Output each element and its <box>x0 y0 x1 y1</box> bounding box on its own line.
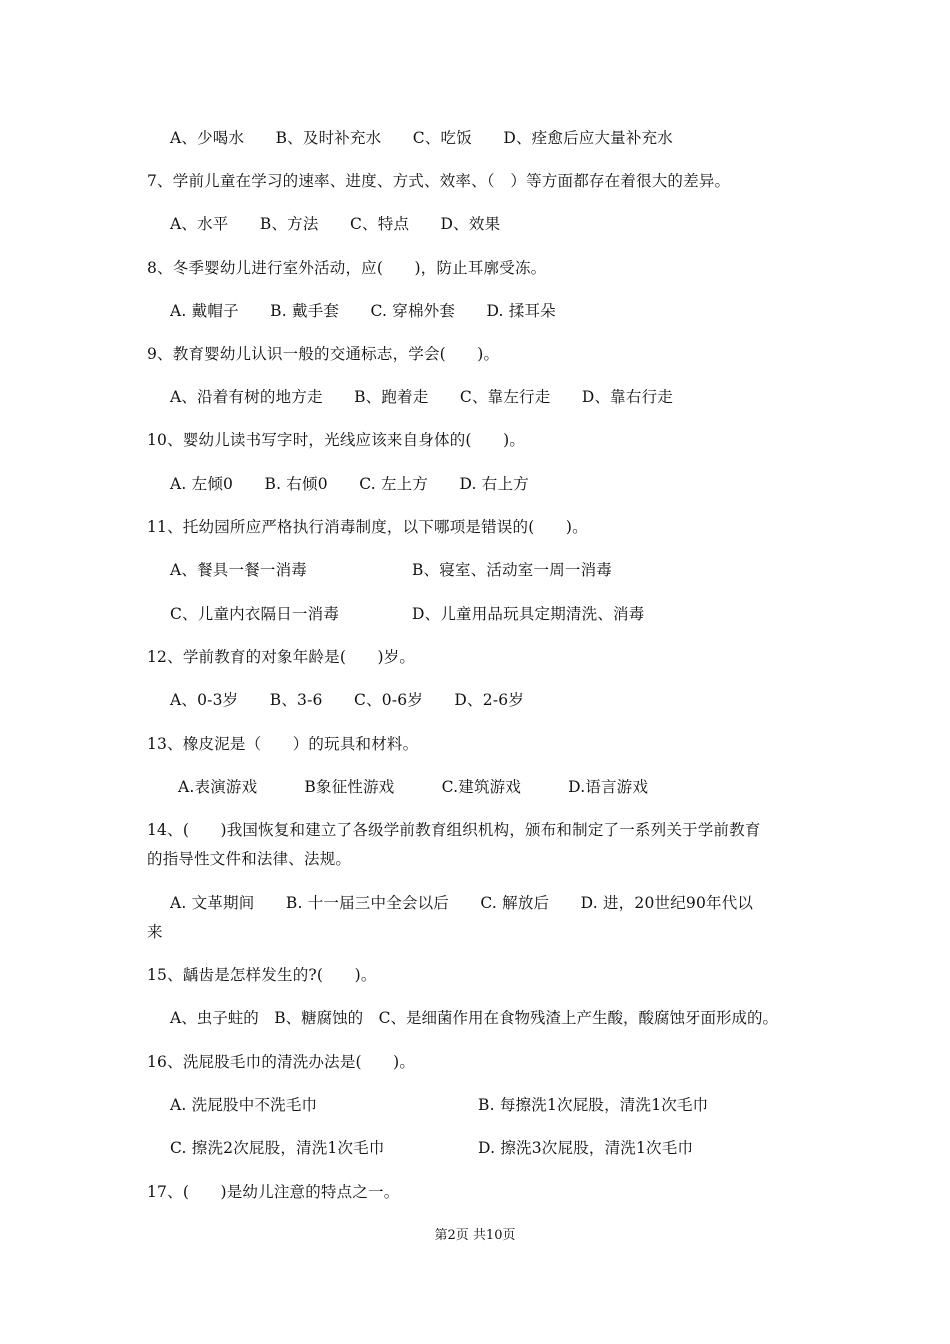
q8-options: A. 戴帽子 B. 戴手套 C. 穿棉外套 D. 揉耳朵 <box>170 302 556 320</box>
q9-options: A、沿着有树的地方走 B、跑着走 C、靠左行走 D、靠右行走 <box>170 388 673 406</box>
q11-stem: 11、托幼园所应严格执行消毒制度，以下哪项是错误的( )。 <box>147 518 588 536</box>
q7-options: A、水平 B、方法 C、特点 D、效果 <box>170 215 501 233</box>
q11-option-d: D、儿童用品玩具定期清洗、消毒 <box>412 605 645 623</box>
q14-stem: 14、( )我国恢复和建立了各级学前教育组织机构，颁布和制定了一系列关于学前教育 <box>147 821 761 839</box>
q15-stem: 15、龋齿是怎样发生的?( )。 <box>147 966 377 984</box>
q7-stem: 7、学前儿童在学习的速率、进度、方式、效率、（ ）等方面都存在着很大的差异。 <box>147 172 731 190</box>
q11-option-a: A、餐具一餐一消毒 <box>170 561 307 579</box>
q6-options: A、少喝水 B、及时补充水 C、吃饭 D、痊愈后应大量补充水 <box>170 129 673 147</box>
q11-option-b: B、寝室、活动室一周一消毒 <box>412 561 612 579</box>
q17-stem: 17、( )是幼儿注意的特点之一。 <box>147 1183 400 1201</box>
q11-option-c: C、儿童内衣隔日一消毒 <box>170 605 340 623</box>
q16-option-d: D. 擦洗3次屁股，清洗1次毛巾 <box>478 1139 694 1157</box>
q13-options: A.表演游戏 B象征性游戏 C.建筑游戏 D.语言游戏 <box>178 778 649 796</box>
q14-stem-continued: 的指导性文件和法律、法规。 <box>147 850 352 868</box>
q10-stem: 10、婴幼儿读书写字时，光线应该来自身体的( )。 <box>147 431 526 449</box>
q14-options-continued: 来 <box>147 923 163 941</box>
q12-stem: 12、学前教育的对象年龄是( )岁。 <box>147 648 416 666</box>
q10-options: A. 左倾0 B. 右倾0 C. 左上方 D. 右上方 <box>170 475 529 493</box>
q16-stem: 16、洗屁股毛巾的清洗办法是( )。 <box>147 1053 416 1071</box>
q16-option-c: C. 擦洗2次屁股，清洗1次毛巾 <box>170 1139 385 1157</box>
q8-stem: 8、冬季婴幼儿进行室外活动，应( )，防止耳廓受冻。 <box>147 259 547 277</box>
q12-options: A、0-3岁 B、3-6 C、0-6岁 D、2-6岁 <box>170 691 525 709</box>
q16-option-a: A. 洗屁股中不洗毛巾 <box>170 1096 318 1114</box>
q13-stem: 13、橡皮泥是（ ）的玩具和材料。 <box>147 735 419 753</box>
q16-option-b: B. 每擦洗1次屁股，清洗1次毛巾 <box>478 1096 709 1114</box>
page-footer: 第2页 共10页 <box>434 1228 516 1243</box>
q14-options: A. 文革期间 B. 十一届三中全会以后 C. 解放后 D. 进，20世纪90年代以 <box>170 894 754 912</box>
q9-stem: 9、教育婴幼儿认识一般的交通标志，学会( )。 <box>147 345 500 363</box>
q15-options: A、虫子蛀的 B、糖腐蚀的 C、是细菌作用在食物残渣上产生酸，酸腐蚀牙面形成的。 <box>170 1009 778 1027</box>
